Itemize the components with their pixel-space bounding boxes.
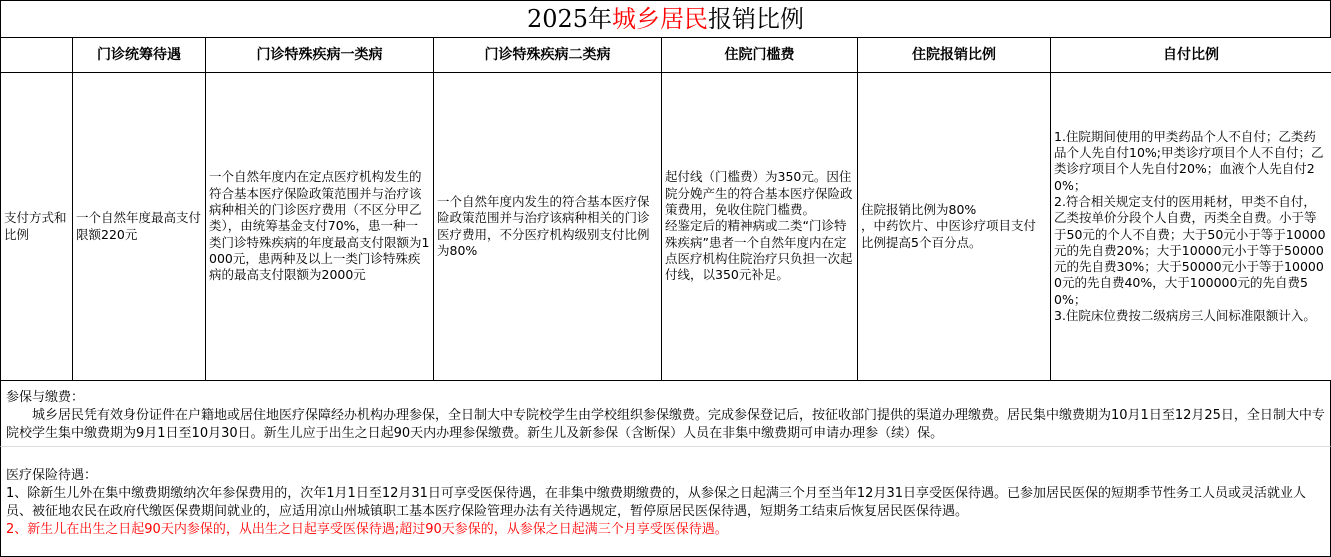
header-special-disease-class1: 门诊特殊疾病一类病 bbox=[206, 38, 434, 73]
header-self-pay-ratio: 自付比例 bbox=[1051, 38, 1331, 73]
page-title bbox=[0, 0, 1331, 37]
enrollment-section bbox=[0, 380, 1331, 447]
header-inpatient-ratio: 住院报销比例 bbox=[858, 38, 1051, 73]
title-highlight: 城乡居民 bbox=[612, 5, 709, 33]
header-special-disease-class2: 门诊特殊疾病二类病 bbox=[434, 38, 662, 73]
self-pay-item-2: 2.符合相关规定支付的医用耗材，甲类不自付，乙类按单价分段个人自费，丙类全自费。小于等于50元的个人不自费；大于50元小于等于10000元的先自费20%；大于10000元小于等于50000元的先自费30%；大于50000元小于等于100000元的先自费40%，大于100000元的先自费50%； bbox=[1054, 193, 1326, 307]
header-row bbox=[1, 38, 1331, 73]
reimbursement-table bbox=[0, 37, 1331, 381]
deductible-text-2: 经鉴定后的精神病或二类“门诊特殊疾病”患者一个自然年度内在定点医疗机构住院治疗只负担一次起付线，以350元补足。 bbox=[665, 218, 853, 283]
ratio-text-1: 住院报销比例为80% bbox=[861, 202, 977, 218]
header-inpatient-deductible: 住院门槛费 bbox=[662, 38, 858, 73]
title-suffix: 报销比例 bbox=[708, 5, 805, 33]
self-pay-item-3: 3.住院床位费按二级病房三人间标准限额计入。 bbox=[1054, 307, 1316, 323]
benefits-section bbox=[0, 447, 1331, 557]
self-pay-item-1: 1.住院期间使用的甲类药品个人不自付；乙类药品个人先自付10%;甲类诊疗项目个人不自付；乙类诊疗项目个人先自付20%；血液个人先自付20%； bbox=[1054, 128, 1324, 193]
benefits-item-2: 2、新生儿在出生之日起90天内参保的，从出生之日起享受医保待遇;超过90天参保的，从参保之日起满三个月享受医保待遇。 bbox=[6, 522, 728, 537]
header-outpatient-pooling: 门诊统筹待遇 bbox=[73, 38, 206, 73]
row-label: 支付方式和比例 bbox=[1, 73, 73, 381]
cell-special-disease-class2: 一个自然年度内发生的符合基本医疗保险政策范围并与治疗该病种相关的门诊医疗费用，不分医疗机构级别支付比例为80% bbox=[434, 73, 662, 381]
ratio-text-2: ，中药饮片、中医诊疗项目支付比例提高5个百分点。 bbox=[861, 218, 1037, 250]
cell-outpatient-pooling: 一个自然年度最高支付限额220元 bbox=[73, 73, 206, 381]
enrollment-body: 城乡居民凭有效身份证件在户籍地或居住地医疗保障经办机构办理参保，全日制大中专院校学生由学校组织参保缴费。完成参保登记后，按征收部门提供的渠道办理缴费。居民集中缴费期为10月1日至12月25日，全日制大中专院校学生集中缴费期为9月1日至10月30日。新生儿应于出生之日起90天内办理参保缴费。新生儿及新参保（含断保）人员在非集中缴费期可申请办理参（续）保。 bbox=[6, 408, 1325, 441]
cell-inpatient-ratio bbox=[858, 73, 1051, 381]
cell-self-pay-ratio bbox=[1051, 73, 1331, 381]
cell-special-disease-class1: 一个自然年度内在定点医疗机构发生的符合基本医疗保险政策范围并与治疗该病种相关的门诊医疗费用（不区分甲乙类），由统筹基金支付70%，患一种一类门诊特殊疾病的年度最高支付限额为1000元，患两种及以上一类门诊特殊疾病的最高支付限额为2000元 bbox=[206, 73, 434, 381]
title-year: 2025年 bbox=[526, 5, 613, 33]
table-row bbox=[1, 73, 1331, 381]
header-cell bbox=[1, 38, 73, 73]
cell-inpatient-deductible bbox=[662, 73, 858, 381]
benefits-item-1: 1、除新生儿外在集中缴费期缴纳次年参保费用的，次年1月1日至12月31日可享受医保待遇，在非集中缴费期缴费的，从参保之日起满三个月至当年12月31日享受医保待遇。已参加居民医保的短期季节性务工人员或灵活就业人员、被征地农民在政府代缴医保费期间就业的，应适用凉山州城镇职工基本医疗保险管理办法有关待遇规定，暂停原居民医保待遇，短期务工结束后恢复居民医保待遇。 bbox=[6, 486, 1306, 519]
benefits-heading: 医疗保险待遇： bbox=[6, 468, 98, 483]
enrollment-heading: 参保与缴费： bbox=[6, 390, 85, 405]
deductible-text-1: 起付线（门槛费）为350元。因住院分娩产生的符合基本医疗保险政策费用，免收住院门槛费。 bbox=[665, 169, 853, 218]
